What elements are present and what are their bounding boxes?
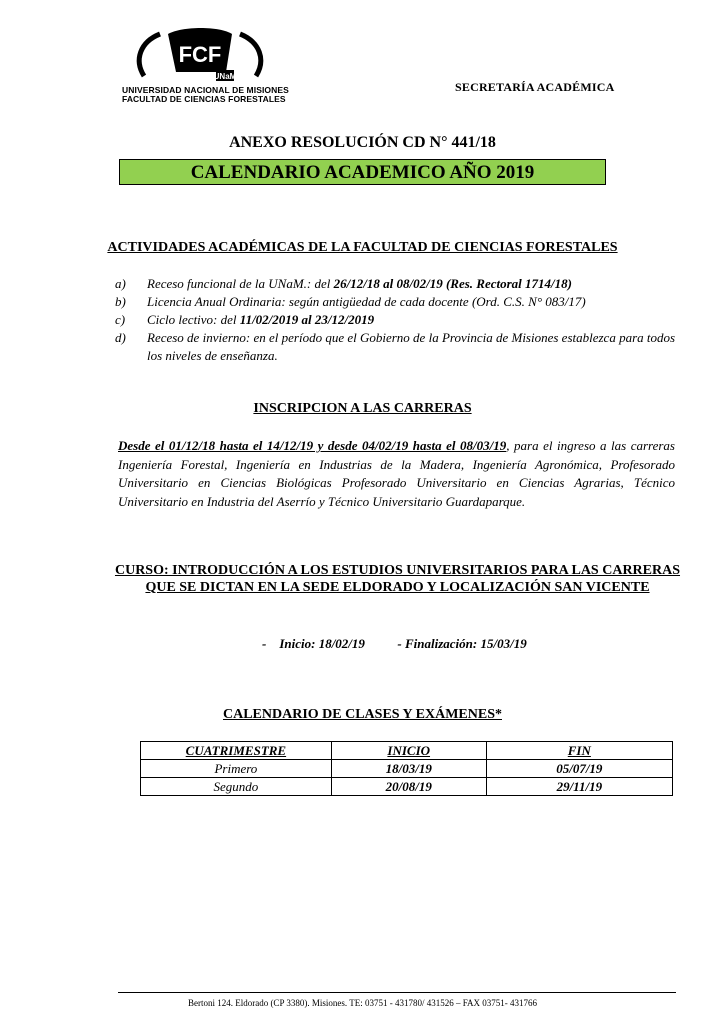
activities-list xyxy=(115,275,680,365)
column-header: INICIO xyxy=(331,742,486,760)
faculty-name: FACULTAD DE CIENCIAS FORESTALES xyxy=(122,94,286,104)
table-header-row xyxy=(141,742,673,760)
table-row xyxy=(141,760,673,778)
table-cell: 05/07/19 xyxy=(486,760,672,778)
table-cell: 20/08/19 xyxy=(331,778,486,796)
table-cell: Primero xyxy=(141,760,332,778)
table-cell: 18/03/19 xyxy=(331,760,486,778)
list-item: c) Ciclo lectivo: del 11/02/2019 al 23/12/2019 xyxy=(115,312,375,327)
table-cell: 29/11/19 xyxy=(486,778,672,796)
schedule-heading: CALENDARIO DE CLASES Y EXÁMENES* xyxy=(222,707,502,722)
enrollment-text: , para el ingreso a las carreras Ingeniería Forestal, Ingeniería en Industrias de la Madera, Ingeniería Agronómica, Profesorado Universitario en Ciencias Biológicas Profesorado Universitario en Ciencias Agrarias, Técnico Universitario en Industria del Aserrío y Técnico Universitario Guardaparque. xyxy=(118,438,675,509)
table-cell: Segundo xyxy=(141,778,332,796)
logo-acronym: FCF xyxy=(178,42,222,67)
list-item: d) Receso de invierno: en el período que el Gobierno de la Provincia de Misiones establezca para todos los niveles de enseñanza. xyxy=(115,330,676,363)
course-heading: CURSO: INTRODUCCIÓN A LOS ESTUDIOS UNIVERSITARIOS PARA LAS CARRERAS QUE SE DICTAN EN LA SEDE ELDORADO Y LOCALIZACIÓN SAN VICENTE xyxy=(114,563,681,595)
footer-address: Bertoni 124. Eldorado (CP 3380). Misiones. TE: 03751 - 431780/ 431526 – FAX 03751- 431766 xyxy=(187,998,538,1008)
footer-divider xyxy=(118,992,676,993)
column-header: CUATRIMESTRE xyxy=(141,742,332,760)
enrollment-heading: INSCRIPCION A LAS CARRERAS xyxy=(253,401,472,416)
enrollment-dates: Desde el 01/12/18 hasta el 14/12/19 y desde 04/02/19 hasta el 08/03/19 xyxy=(118,438,507,453)
list-item: b) Licencia Anual Ordinaria: según antigüedad de cada docente (Ord. C.S. N° 083/17) xyxy=(115,294,586,309)
column-header: FIN xyxy=(486,742,672,760)
office-name: SECRETARÍA ACADÉMICA xyxy=(455,80,615,94)
logo-sub: UNaM xyxy=(213,72,237,81)
enrollment-paragraph xyxy=(118,437,675,511)
logo-caption xyxy=(122,86,289,104)
table-row xyxy=(141,778,673,796)
annex-title: ANEXO RESOLUCIÓN CD N° 441/18 xyxy=(229,134,496,151)
course-dates: - Inicio: 18/02/19 - Finalización: 15/03/19 xyxy=(262,636,527,651)
university-name: UNIVERSIDAD NACIONAL DE MISIONES xyxy=(122,85,289,95)
activities-heading: ACTIVIDADES ACADÉMICAS DE LA FACULTAD DE CIENCIAS FORESTALES xyxy=(107,240,618,255)
list-item: a) Receso funcional de la UNaM.: del 26/12/18 al 08/02/19 (Res. Rectoral 1714/18) xyxy=(115,276,572,291)
schedule-table xyxy=(140,741,673,796)
calendar-title-banner: CALENDARIO ACADEMICO AÑO 2019 xyxy=(119,159,606,185)
